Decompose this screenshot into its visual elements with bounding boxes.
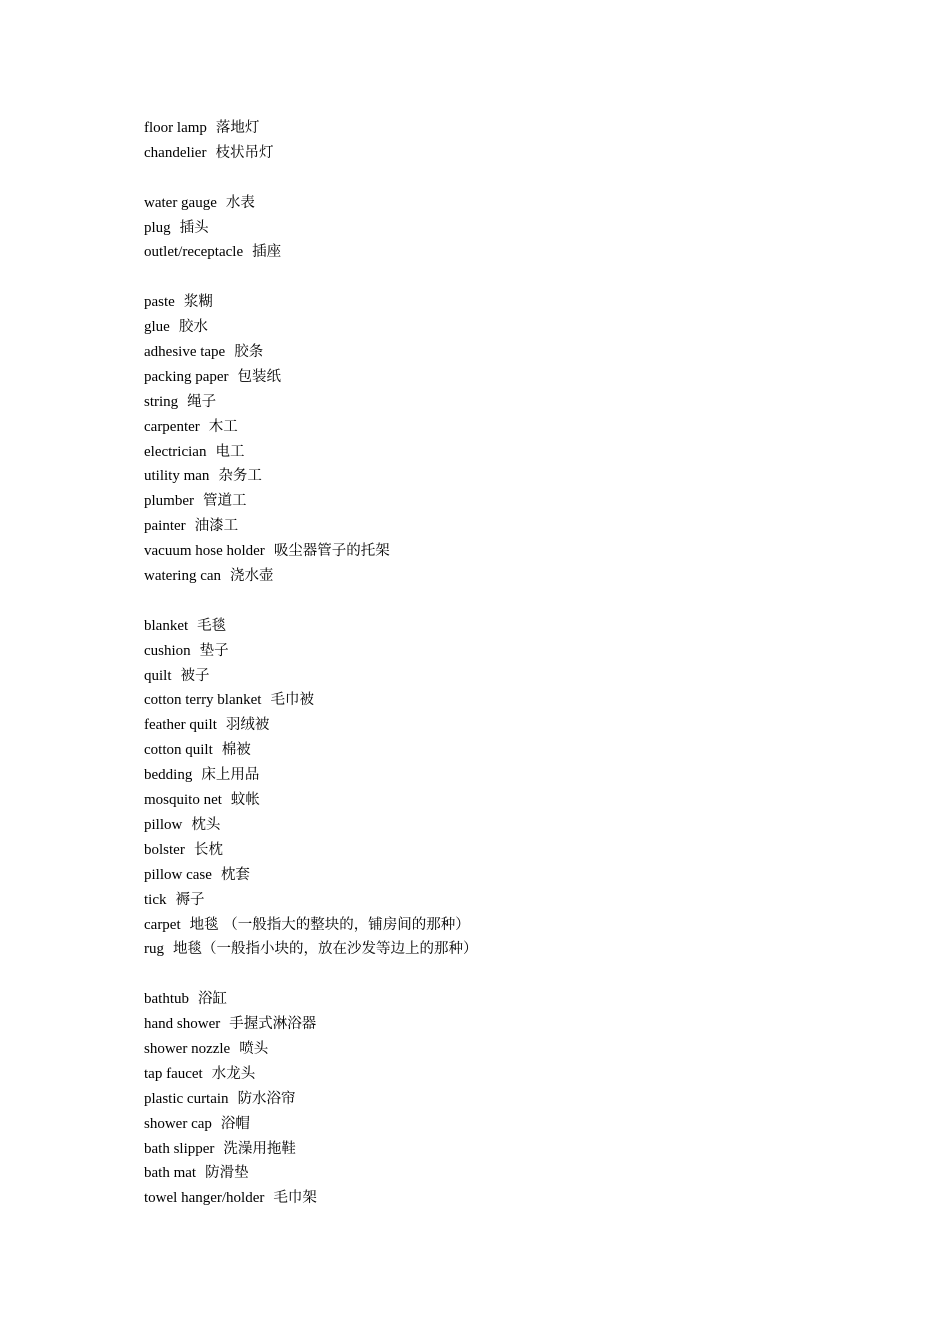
english-term: chandelier bbox=[144, 144, 207, 161]
chinese-translation: 电工 bbox=[215, 443, 245, 460]
vocabulary-list bbox=[144, 116, 904, 1236]
english-term: tap faucet bbox=[144, 1065, 203, 1082]
chinese-translation: 绳子 bbox=[187, 393, 217, 410]
english-term: pillow case bbox=[144, 866, 212, 883]
chinese-translation: 毛巾被 bbox=[270, 692, 314, 709]
chinese-translation: 喷头 bbox=[239, 1040, 269, 1057]
vocabulary-entry bbox=[144, 290, 904, 315]
english-term: electrician bbox=[144, 443, 207, 460]
chinese-translation: 枝状吊灯 bbox=[215, 144, 274, 161]
vocabulary-entry bbox=[144, 116, 904, 141]
english-term: hand shower bbox=[144, 1016, 221, 1033]
vocabulary-entry bbox=[144, 664, 904, 689]
vocabulary-entry bbox=[144, 440, 904, 465]
chinese-translation: 洗澡用拖鞋 bbox=[223, 1140, 296, 1157]
vocabulary-entry bbox=[144, 688, 904, 713]
chinese-translation: 木工 bbox=[208, 418, 238, 435]
english-term: bath slipper bbox=[144, 1140, 215, 1157]
vocabulary-entry bbox=[144, 788, 904, 813]
vocabulary-entry bbox=[144, 240, 904, 265]
english-term: shower cap bbox=[144, 1115, 212, 1132]
vocabulary-group bbox=[144, 116, 904, 166]
english-term: bath mat bbox=[144, 1165, 197, 1182]
english-term: watering can bbox=[144, 568, 222, 585]
english-term: feather quilt bbox=[144, 717, 217, 734]
vocabulary-entry bbox=[144, 1186, 904, 1211]
vocabulary-entry bbox=[144, 1062, 904, 1087]
english-term: bathtub bbox=[144, 991, 189, 1008]
chinese-translation: 手握式淋浴器 bbox=[229, 1016, 317, 1033]
chinese-translation: 包装纸 bbox=[237, 368, 282, 385]
vocabulary-entry bbox=[144, 639, 904, 664]
chinese-translation: 浴缸 bbox=[198, 991, 227, 1008]
vocabulary-entry bbox=[144, 489, 904, 514]
chinese-translation: 棉被 bbox=[221, 742, 251, 759]
chinese-translation: 地毯 （一般指大的整块的，铺房间的那种） bbox=[189, 916, 470, 933]
english-term: string bbox=[144, 393, 179, 410]
chinese-translation: 毛毯 bbox=[197, 617, 227, 634]
vocabulary-entry bbox=[144, 514, 904, 539]
english-term: plug bbox=[144, 219, 171, 236]
vocabulary-entry bbox=[144, 1137, 904, 1162]
vocabulary-group bbox=[144, 290, 904, 589]
chinese-translation: 胶条 bbox=[234, 344, 264, 361]
english-term: shower nozzle bbox=[144, 1040, 231, 1057]
english-term: packing paper bbox=[144, 368, 229, 385]
vocabulary-entry bbox=[144, 888, 904, 913]
chinese-translation: 枕头 bbox=[191, 816, 221, 833]
chinese-translation: 插座 bbox=[252, 244, 282, 261]
vocabulary-entry bbox=[144, 1037, 904, 1062]
chinese-translation: 垫子 bbox=[199, 642, 229, 659]
english-term: cushion bbox=[144, 642, 191, 659]
chinese-translation: 毛巾架 bbox=[273, 1190, 317, 1207]
english-term: pillow bbox=[144, 816, 183, 833]
vocabulary-entry bbox=[144, 390, 904, 415]
vocabulary-entry bbox=[144, 1161, 904, 1186]
vocabulary-entry bbox=[144, 141, 904, 166]
english-term: floor lamp bbox=[144, 120, 207, 136]
english-term: towel hanger/holder bbox=[144, 1190, 265, 1207]
chinese-translation: 水龙头 bbox=[211, 1065, 256, 1082]
vocabulary-entry bbox=[144, 315, 904, 340]
english-term: quilt bbox=[144, 667, 172, 684]
vocabulary-entry bbox=[144, 838, 904, 863]
chinese-translation: 水表 bbox=[225, 194, 255, 211]
chinese-translation: 浆糊 bbox=[183, 294, 213, 311]
vocabulary-entry bbox=[144, 191, 904, 216]
vocabulary-entry bbox=[144, 365, 904, 390]
english-term: cotton terry blanket bbox=[144, 692, 262, 709]
vocabulary-group bbox=[144, 987, 904, 1211]
english-term: carpet bbox=[144, 916, 181, 933]
english-term: bedding bbox=[144, 767, 193, 784]
chinese-translation: 杂务工 bbox=[218, 468, 262, 485]
chinese-translation: 防滑垫 bbox=[205, 1165, 249, 1182]
chinese-translation: 浇水壶 bbox=[230, 568, 274, 585]
chinese-translation: 落地灯 bbox=[215, 120, 260, 136]
chinese-translation: 吸尘器管子的托架 bbox=[273, 543, 390, 560]
vocabulary-entry bbox=[144, 738, 904, 763]
vocabulary-group bbox=[144, 614, 904, 962]
vocabulary-entry bbox=[144, 763, 904, 788]
chinese-translation: 地毯（一般指小块的，放在沙发等边上的那种） bbox=[173, 941, 478, 958]
vocabulary-entry bbox=[144, 937, 904, 962]
english-term: plastic curtain bbox=[144, 1090, 229, 1107]
vocabulary-entry bbox=[144, 987, 904, 1012]
chinese-translation: 长枕 bbox=[193, 841, 223, 858]
chinese-translation: 浴帽 bbox=[220, 1115, 250, 1132]
chinese-translation: 被子 bbox=[180, 667, 210, 684]
vocabulary-entry bbox=[144, 340, 904, 365]
chinese-translation: 插头 bbox=[179, 219, 209, 236]
chinese-translation: 蚊帐 bbox=[230, 792, 260, 809]
vocabulary-group bbox=[144, 191, 904, 266]
vocabulary-entry bbox=[144, 216, 904, 241]
english-term: bolster bbox=[144, 841, 185, 858]
chinese-translation: 床上用品 bbox=[201, 767, 260, 784]
vocabulary-entry bbox=[144, 1112, 904, 1137]
chinese-translation: 枕套 bbox=[220, 866, 250, 883]
english-term: mosquito net bbox=[144, 792, 222, 809]
english-term: plumber bbox=[144, 493, 194, 510]
vocabulary-entry bbox=[144, 1012, 904, 1037]
english-term: cotton quilt bbox=[144, 742, 213, 759]
chinese-translation: 胶水 bbox=[178, 319, 208, 336]
vocabulary-entry bbox=[144, 713, 904, 738]
english-term: tick bbox=[144, 891, 167, 908]
english-term: blanket bbox=[144, 617, 189, 634]
english-term: glue bbox=[144, 319, 170, 336]
vocabulary-entry bbox=[144, 614, 904, 639]
vocabulary-entry bbox=[144, 539, 904, 564]
english-term: adhesive tape bbox=[144, 344, 226, 361]
chinese-translation: 褥子 bbox=[175, 891, 205, 908]
english-term: carpenter bbox=[144, 418, 200, 435]
chinese-translation: 羽绒被 bbox=[225, 717, 270, 734]
chinese-translation: 油漆工 bbox=[194, 518, 239, 535]
chinese-translation: 防水浴帘 bbox=[237, 1090, 296, 1107]
vocabulary-entry bbox=[144, 464, 904, 489]
vocabulary-entry bbox=[144, 863, 904, 888]
english-term: outlet/receptacle bbox=[144, 244, 244, 261]
english-term: vacuum hose holder bbox=[144, 543, 265, 560]
english-term: painter bbox=[144, 518, 186, 535]
vocabulary-entry bbox=[144, 564, 904, 589]
english-term: utility man bbox=[144, 468, 210, 485]
vocabulary-entry bbox=[144, 913, 904, 938]
english-term: paste bbox=[144, 294, 175, 311]
english-term: rug bbox=[144, 941, 164, 958]
vocabulary-entry bbox=[144, 1087, 904, 1112]
vocabulary-entry bbox=[144, 415, 904, 440]
chinese-translation: 管道工 bbox=[203, 493, 247, 510]
vocabulary-entry bbox=[144, 813, 904, 838]
english-term: water gauge bbox=[144, 194, 217, 211]
